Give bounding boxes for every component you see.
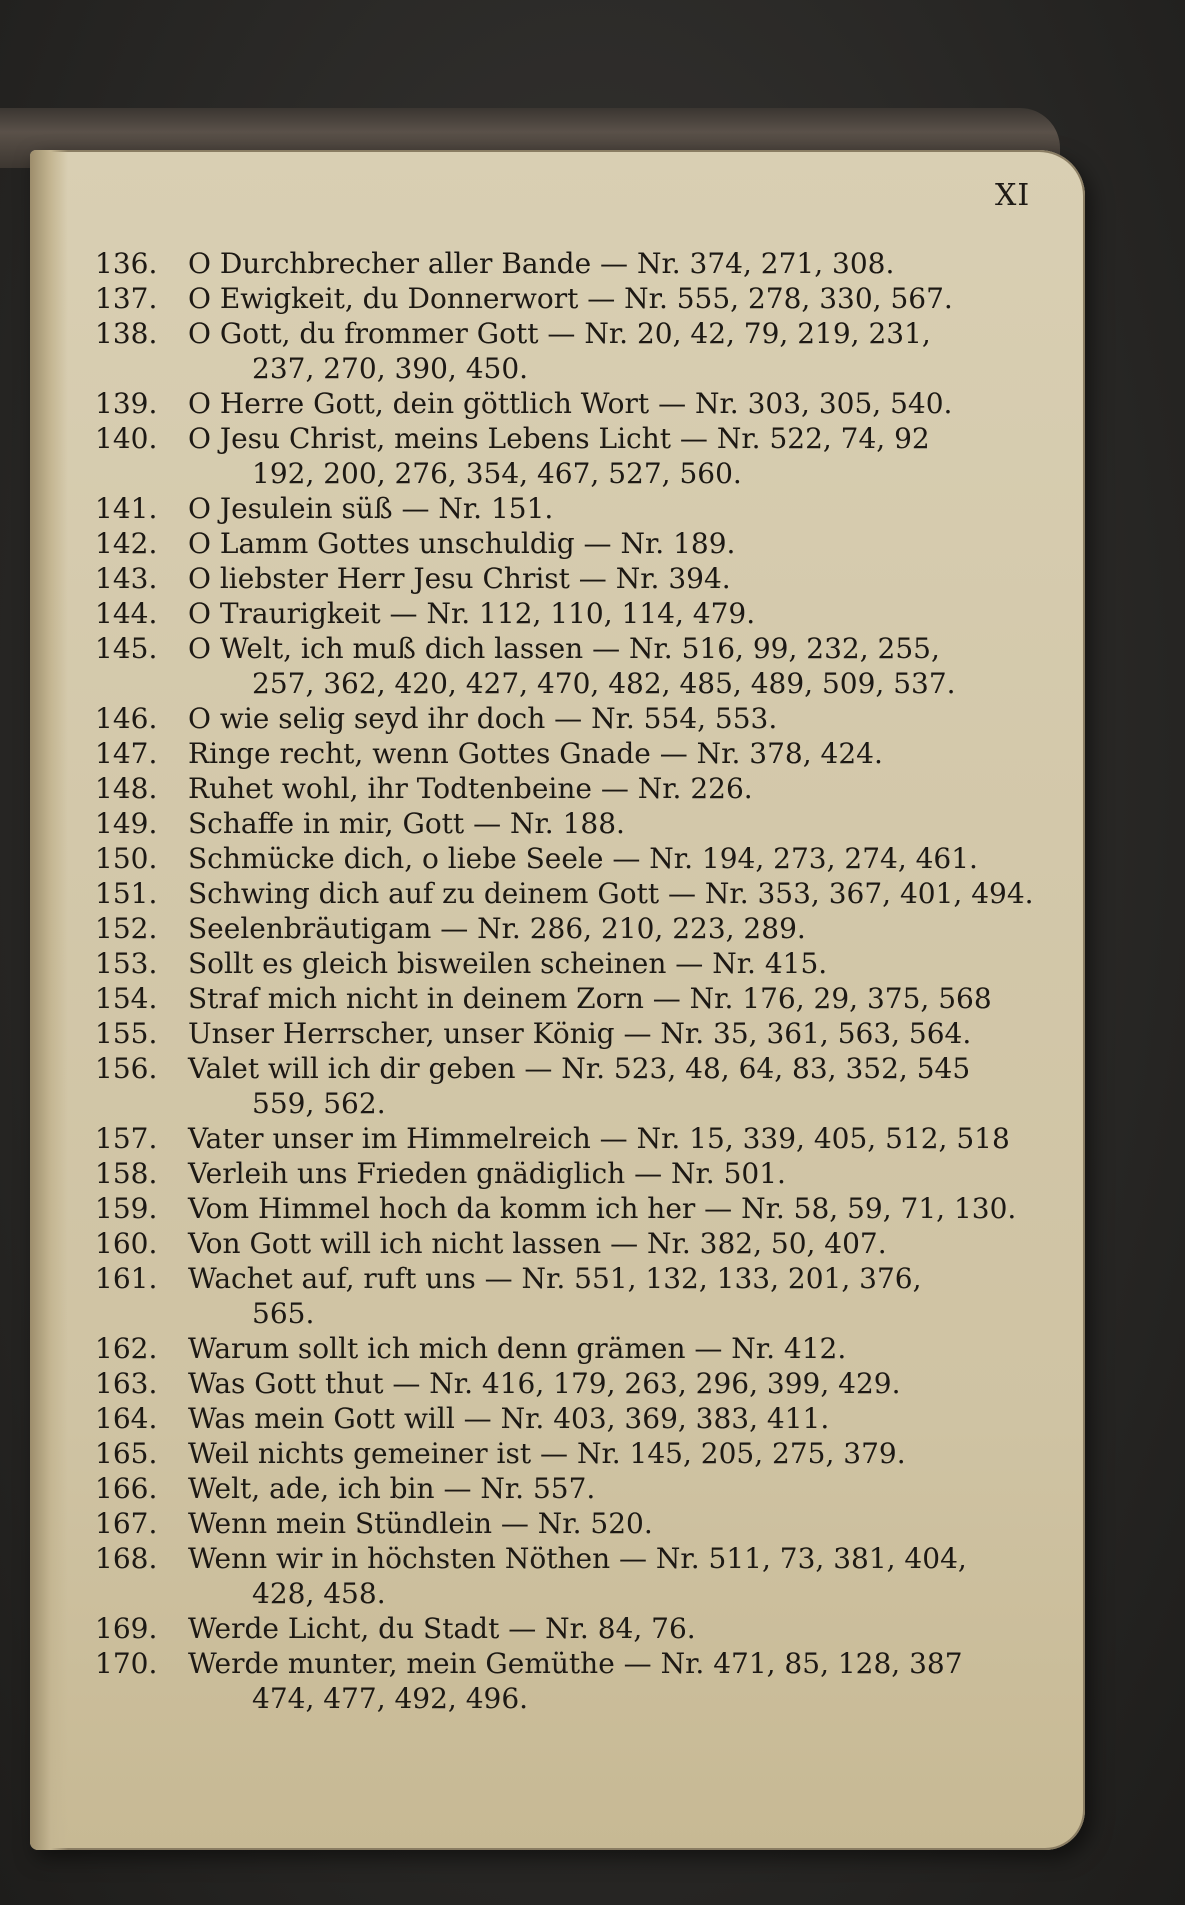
entry-continuation: [95, 1681, 1055, 1716]
index-entry: [95, 491, 1055, 526]
index-entry: [95, 1226, 1055, 1261]
index-entry: [95, 911, 1055, 946]
entry-text: O Durchbrecher aller Bande — Nr. 374, 271, 308.: [188, 247, 895, 280]
index-entry: [95, 1541, 1055, 1576]
entry-continuation-text: 237, 270, 390, 450.: [252, 352, 529, 385]
entry-number: 150.: [95, 842, 158, 875]
entry-continuation-text: 474, 477, 492, 496.: [252, 1682, 529, 1715]
index-entry: [95, 1191, 1055, 1226]
entry-text: Schaffe in mir, Gott — Nr. 188.: [188, 807, 625, 840]
entry-text: Was Gott thut — Nr. 416, 179, 263, 296, 399, 429.: [188, 1367, 901, 1400]
entry-number: 148.: [95, 772, 158, 805]
index-entry: [95, 771, 1055, 806]
entry-number: 170.: [95, 1647, 158, 1680]
index-entry: [95, 806, 1055, 841]
entry-number: 152.: [95, 912, 158, 945]
entry-number: 169.: [95, 1612, 158, 1645]
entry-text: Ruhet wohl, ihr Todtenbeine — Nr. 226.: [188, 772, 753, 805]
index-entry: [95, 1471, 1055, 1506]
entry-text: O Herre Gott, dein göttlich Wort — Nr. 303, 305, 540.: [188, 387, 953, 420]
index-entry: [95, 876, 1055, 911]
index-entry: [95, 1016, 1055, 1051]
index-entry: [95, 1366, 1055, 1401]
entry-number: 142.: [95, 527, 158, 560]
entry-text: Wachet auf, ruft uns — Nr. 551, 132, 133, 201, 376,: [188, 1262, 922, 1295]
index-entry: [95, 946, 1055, 981]
entry-text: Was mein Gott will — Nr. 403, 369, 383, 411.: [188, 1402, 830, 1435]
entry-text: Vater unser im Himmelreich — Nr. 15, 339, 405, 512, 518: [188, 1122, 1010, 1155]
index-entry: [95, 1436, 1055, 1471]
entry-text: Welt, ade, ich bin — Nr. 557.: [188, 1472, 596, 1505]
index-entry: [95, 316, 1055, 351]
entry-number: 138.: [95, 317, 158, 350]
index-entry: [95, 701, 1055, 736]
entry-number: 166.: [95, 1472, 158, 1505]
entry-number: 140.: [95, 422, 158, 455]
entry-text: Schmücke dich, o liebe Seele — Nr. 194, 273, 274, 461.: [188, 842, 978, 875]
entry-text: Unser Herrscher, unser König — Nr. 35, 361, 563, 564.: [188, 1017, 972, 1050]
index-entry: [95, 561, 1055, 596]
index-entry: [95, 736, 1055, 771]
entry-continuation: [95, 351, 1055, 386]
entry-continuation-text: 192, 200, 276, 354, 467, 527, 560.: [252, 457, 742, 490]
entry-text: O Jesu Christ, meins Lebens Licht — Nr. 522, 74, 92: [188, 422, 930, 455]
entry-text: Vom Himmel hoch da komm ich her — Nr. 58, 59, 71, 130.: [188, 1192, 1017, 1225]
index-entry: [95, 981, 1055, 1016]
entry-continuation-text: 428, 458.: [252, 1577, 386, 1610]
index-entry: [95, 1121, 1055, 1156]
index-entry: [95, 1331, 1055, 1366]
index-entry: [95, 1611, 1055, 1646]
entry-number: 147.: [95, 737, 158, 770]
index-entry: [95, 596, 1055, 631]
entry-number: 167.: [95, 1507, 158, 1540]
entry-number: 157.: [95, 1122, 158, 1155]
index-entry: [95, 246, 1055, 281]
entry-text: O wie selig seyd ihr doch — Nr. 554, 553.: [188, 702, 778, 735]
entry-number: 159.: [95, 1192, 158, 1225]
entry-text: Straf mich nicht in deinem Zorn — Nr. 176, 29, 375, 568: [188, 982, 992, 1015]
entry-number: 154.: [95, 982, 158, 1015]
entry-number: 161.: [95, 1262, 158, 1295]
entry-number: 163.: [95, 1367, 158, 1400]
entry-text: O Jesulein süß — Nr. 151.: [188, 492, 554, 525]
index-entry: [95, 1506, 1055, 1541]
entry-number: 168.: [95, 1542, 158, 1575]
entry-number: 143.: [95, 562, 158, 595]
entry-number: 156.: [95, 1052, 158, 1085]
entry-text: Werde munter, mein Gemüthe — Nr. 471, 85, 128, 387: [188, 1647, 963, 1680]
entry-number: 139.: [95, 387, 158, 420]
entry-text: O Gott, du frommer Gott — Nr. 20, 42, 79, 219, 231,: [188, 317, 931, 350]
entry-text: O Ewigkeit, du Donnerwort — Nr. 555, 278, 330, 567.: [188, 282, 953, 315]
entry-continuation-text: 257, 362, 420, 427, 470, 482, 485, 489, 509, 537.: [252, 667, 956, 700]
entry-text: Werde Licht, du Stadt — Nr. 84, 76.: [188, 1612, 696, 1645]
entry-text: Ringe recht, wenn Gottes Gnade — Nr. 378, 424.: [188, 737, 883, 770]
entry-number: 155.: [95, 1017, 158, 1050]
entry-continuation: [95, 1296, 1055, 1331]
index-entry: [95, 631, 1055, 666]
entry-text: Verleih uns Frieden gnädiglich — Nr. 501.: [188, 1157, 786, 1190]
hymn-index-list: [95, 246, 1055, 1716]
index-entry: [95, 1646, 1055, 1681]
entry-continuation: [95, 666, 1055, 701]
entry-text: O Traurigkeit — Nr. 112, 110, 114, 479.: [188, 597, 756, 630]
entry-text: Seelenbräutigam — Nr. 286, 210, 223, 289.: [188, 912, 806, 945]
entry-number: 137.: [95, 282, 158, 315]
entry-number: 158.: [95, 1157, 158, 1190]
entry-text: O Welt, ich muß dich lassen — Nr. 516, 99, 232, 255,: [188, 632, 940, 665]
entry-number: 165.: [95, 1437, 158, 1470]
index-entry: [95, 386, 1055, 421]
entry-continuation: [95, 456, 1055, 491]
index-entry: [95, 526, 1055, 561]
index-entry: [95, 421, 1055, 456]
entry-text: O liebster Herr Jesu Christ — Nr. 394.: [188, 562, 731, 595]
entry-number: 160.: [95, 1227, 158, 1260]
page-number: XI: [995, 178, 1031, 213]
entry-number: 136.: [95, 247, 158, 280]
entry-number: 146.: [95, 702, 158, 735]
entry-text: Weil nichts gemeiner ist — Nr. 145, 205, 275, 379.: [188, 1437, 906, 1470]
entry-number: 153.: [95, 947, 158, 980]
entry-text: Wenn wir in höchsten Nöthen — Nr. 511, 73, 381, 404,: [188, 1542, 967, 1575]
entry-number: 162.: [95, 1332, 158, 1365]
entry-number: 151.: [95, 877, 158, 910]
index-entry: [95, 841, 1055, 876]
entry-number: 145.: [95, 632, 158, 665]
entry-text: Wenn mein Stündlein — Nr. 520.: [188, 1507, 653, 1540]
entry-number: 144.: [95, 597, 158, 630]
entry-text: Valet will ich dir geben — Nr. 523, 48, 64, 83, 352, 545: [188, 1052, 971, 1085]
entry-text: Sollt es gleich bisweilen scheinen — Nr. 415.: [188, 947, 828, 980]
index-entry: [95, 1051, 1055, 1086]
entry-text: Schwing dich auf zu deinem Gott — Nr. 353, 367, 401, 494.: [188, 877, 1034, 910]
index-entry: [95, 1261, 1055, 1296]
index-entry: [95, 1156, 1055, 1191]
entry-number: 164.: [95, 1402, 158, 1435]
entry-continuation-text: 565.: [252, 1297, 315, 1330]
index-entry: [95, 281, 1055, 316]
entry-number: 141.: [95, 492, 158, 525]
entry-text: Von Gott will ich nicht lassen — Nr. 382, 50, 407.: [188, 1227, 887, 1260]
index-entry: [95, 1401, 1055, 1436]
entry-continuation: [95, 1086, 1055, 1121]
entry-continuation-text: 559, 562.: [252, 1087, 386, 1120]
entry-continuation: [95, 1576, 1055, 1611]
entry-text: O Lamm Gottes unschuldig — Nr. 189.: [188, 527, 736, 560]
entry-number: 149.: [95, 807, 158, 840]
entry-text: Warum sollt ich mich denn grämen — Nr. 412.: [188, 1332, 847, 1365]
